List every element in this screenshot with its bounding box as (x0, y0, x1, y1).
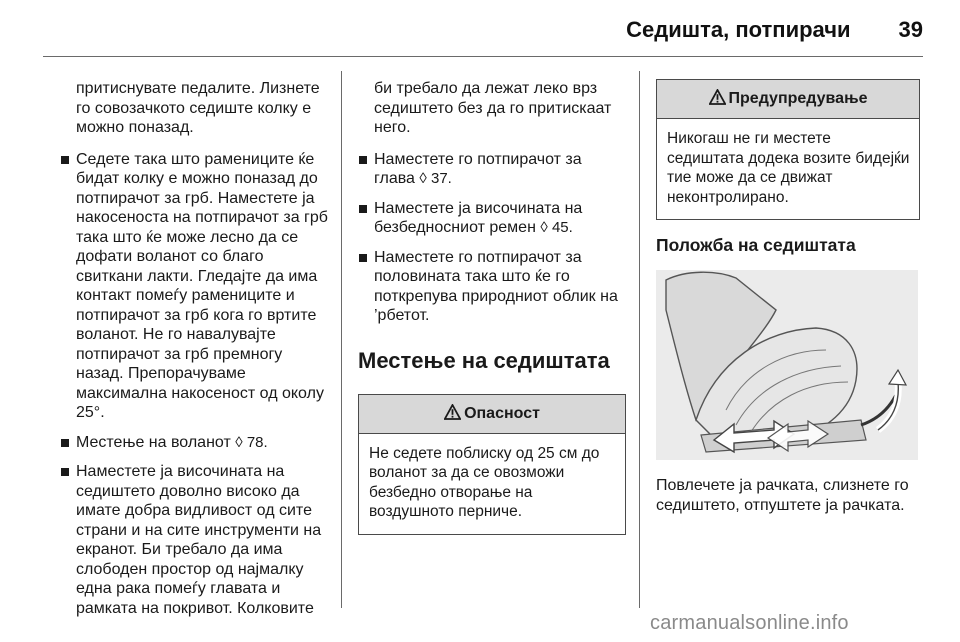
column-1 (60, 79, 328, 628)
section-heading: Положба на седиштата (656, 235, 856, 255)
page-reference-link[interactable]: ◊ 45. (540, 219, 573, 236)
watermark: carmanualsonline.info (650, 612, 849, 634)
warning-box-header: Предупредување (657, 80, 919, 119)
list-item: Наместете ја височината на седиштето доволно високо да имате добра видливост од сите страни и на сите инструменти на екранот. Би требало да има слободен простор од најмалку една рака помеѓу главата и рамката на покривот. Колковите (60, 462, 328, 618)
page-header (0, 17, 923, 43)
continued-paragraph: би требало да лежат леко врз седиштето без да го притискаат него. (374, 80, 612, 136)
page-reference-link[interactable]: ◊ 78. (235, 433, 268, 451)
bullet-icon (359, 254, 367, 262)
ref-arrow-icon: ◊ (540, 219, 548, 236)
warning-triangle-icon (709, 89, 726, 105)
danger-box (358, 394, 626, 535)
figure-caption: Повлечете ја рачката, слизнете го седиштето, отпуштете ја рачката. (656, 477, 909, 514)
list-item: Наместете го потпирачот за половината така што ќе го поткрепува природниот облик на ’рбетот. (358, 248, 626, 326)
bullet-icon (61, 468, 69, 476)
bullet-list (60, 150, 328, 619)
bullet-icon (61, 439, 69, 447)
bullet-list (358, 150, 626, 326)
warning-box-body: Никогаш не ги местете седиштата додека возите бидејќи тие може да се движат неконтролирано. (667, 130, 910, 206)
header-rule (43, 56, 923, 57)
column-2 (358, 79, 626, 535)
list-item: Седете така што рамениците ќе бидат колку е можно поназад до потпирачот за грб. Наместете ја накосеноста на потпирачот за грб така што ќе може лесно да се дофати воланот со благо свиткани лакти. Гледајте да има контакт помеѓу рамениците и потпирачот за грб кога го вртите воланот. Не го навалувајте потпирачот за грб премногу назад. Препорачуваме максимална накосеност од околу 25°. (60, 150, 328, 423)
ref-arrow-icon: ◊ (419, 170, 427, 187)
bullet-icon (61, 156, 69, 164)
continued-paragraph: притиснувате педалите. Лизнете го совозачкото седиште колку е можно поназад. (76, 80, 320, 136)
bullet-icon (359, 205, 367, 213)
warning-triangle-icon (444, 404, 461, 420)
list-item: Местење на воланот ◊ 78. (60, 433, 328, 453)
list-item: Наместете го потпирачот за глава ◊ 37. (358, 150, 626, 189)
column-divider-2 (639, 71, 640, 608)
list-item: Наместете ја височината на безбедносниот ремен ◊ 45. (358, 199, 626, 238)
section-heading: Местење на седиштата (358, 347, 610, 373)
column-3 (656, 79, 920, 515)
warning-box (656, 79, 920, 220)
seat-lever-illustration-icon (656, 270, 918, 460)
bullet-icon (359, 156, 367, 164)
seat-adjustment-illustration (656, 270, 918, 460)
danger-box-body: Не седете поблиску од 25 см до воланот за да се овозможи безбедно отворање на воздушното перниче. (369, 444, 600, 520)
danger-box-header: Опасност (359, 395, 625, 434)
page-reference-link[interactable]: ◊ 37. (419, 170, 452, 187)
ref-arrow-icon: ◊ (235, 433, 243, 451)
column-divider-1 (341, 71, 342, 608)
page-number: 39 (898, 17, 923, 42)
section-title: Седишта, потпирачи (626, 17, 851, 42)
